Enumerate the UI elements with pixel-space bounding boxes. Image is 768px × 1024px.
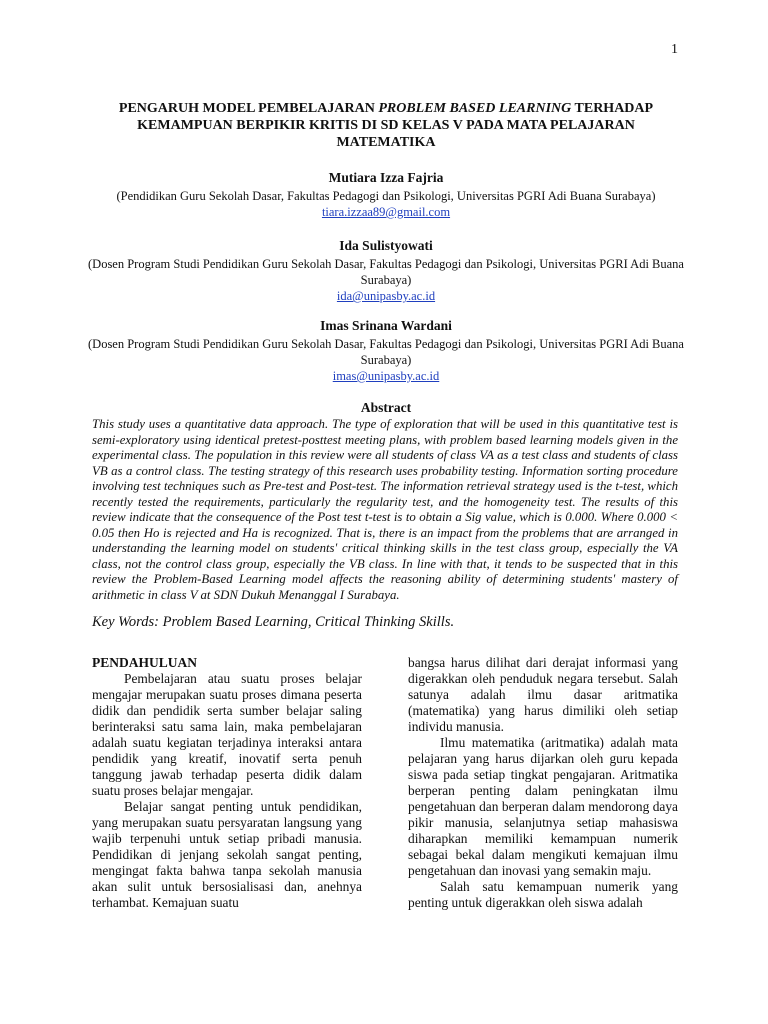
paper-title (96, 100, 676, 151)
author-email-link[interactable]: ida@unipasby.ac.id (336, 289, 436, 303)
paragraph: Salah satu kemampuan numerik yang penting untuk digerakkan oleh siswa adalah (408, 879, 678, 910)
abstract-body: This study uses a quantitative data approach. The type of exploration that will be used in this quantitative test is semi-exploratory using identical pretest-posttest meeting plans, with problem based learning models given in the experimental class. The population in this review were all students of class VA as a test class and students of class VB as a control class. The testing strategy of this research uses probability testing. Information sorting procedure involving test techniques such as Pre-test and Post-test. The information retrieval strategy used is the t-test, which recently tested the requirements, particularly the regularity test, and the homogeneity test. The results of this review indicate that the consequence of the Post test t-test is to obtain a Sig value, which is 0.000. Where 0.000 < 0.05 then Ho is rejected and Ha is recognized. That is, there is an impact from the problems that are arranged in understanding the learning model on students' critical thinking skills in the test class group, especially the VA class, not the control class group, especially the VB class. In line with that, it tends to be suspected that in this review the Problem-Based Learning model affects the reasoning ability of determining students' mastery of arithmetic in class V at SDN Dukuh Menanggal I Surabaya. (92, 417, 678, 602)
page-number: 1 (671, 42, 678, 57)
author-block-1 (80, 170, 692, 220)
title-part-3: TERHADAP KEMAMPUAN BERPIKIR KRITIS DI SD KELAS V PADA MATA PELAJARAN MATEMATIKA (137, 101, 654, 150)
author-name: Mutiara Izza Fajria (328, 170, 444, 185)
title-italic-term: PROBLEM BASED LEARNING (378, 101, 572, 116)
author-block-3 (80, 318, 692, 384)
paragraph: bangsa harus dilihat dari derajat informasi yang digerakkan oleh penduduk negara tersebut. Salah satunya adalah ilmu dasar aritmatika (matematika) yang harus dimiliki oleh setiap individu manusia. (408, 655, 678, 734)
author-block-2 (80, 238, 692, 304)
abstract-heading: Abstract (360, 400, 412, 415)
paragraph: Ilmu matematika (aritmatika) adalah mata pelajaran yang harus dijarkan oleh guru kepada siswa pada setiap tingkat pengajaran. Aritmatika berperan penting dalam peningkatan ilmu pengetahuan dan berperan dalam mendorong daya pikir manusia, selanjutnya setiap mahasiswa diharapkan memiliki kemampuan numerik sebagai bekal dalam mengikuti kemajuan ilmu pengetahuan dan inovasi yang semakin maju. (408, 735, 678, 878)
author-name: Ida Sulistyowati (339, 238, 433, 253)
author-email-link[interactable]: imas@unipasby.ac.id (332, 369, 440, 383)
author-affiliation: (Pendidikan Guru Sekolah Dasar, Fakultas Pedagogi dan Psikologi, Universitas PGRI Adi Buana Surabaya) (116, 189, 656, 203)
author-affiliation: (Dosen Program Studi Pendidikan Guru Sekolah Dasar, Fakultas Pedagogi dan Psikologi, Universitas PGRI Adi Buana Surabaya) (88, 337, 684, 367)
left-column (92, 655, 362, 911)
right-column (408, 655, 678, 911)
section-heading: PENDAHULUAN (92, 655, 198, 670)
paragraph: Belajar sangat penting untuk pendidikan, yang merupakan suatu persyaratan langsung yang wajib terpenuhi untuk setiap pribadi manusia. Pendidikan di jenjang sekolah sangat penting, mengingat fakta bahwa tanpa sekolah manusia akan sulit untuk bersosialisasi dan, anehnya terhambat. Kemajuan suatu (92, 799, 362, 910)
author-email-link[interactable]: tiara.izzaa89@gmail.com (321, 205, 451, 219)
keywords: Key Words: Problem Based Learning, Critical Thinking Skills. (92, 614, 455, 630)
title-part-1: PENGARUH MODEL PEMBELAJARAN (118, 101, 379, 116)
author-affiliation: (Dosen Program Studi Pendidikan Guru Sekolah Dasar, Fakultas Pedagogi dan Psikologi, Universitas PGRI Adi Buana Surabaya) (88, 257, 684, 287)
paragraph: Pembelajaran atau suatu proses belajar mengajar merupakan suatu proses dimana peserta didik dan pendidik serta sumber belajar saling berinteraksi satu sama lain, maka pembelajaran adalah suatu kegiatan terjadinya interaksi antara pendidik yang kreatif, inovatif serta penuh tanggung jawab terhadap peserta didik dalam suatu proses belajar mengajar. (92, 671, 362, 798)
author-name: Imas Srinana Wardani (320, 318, 452, 333)
